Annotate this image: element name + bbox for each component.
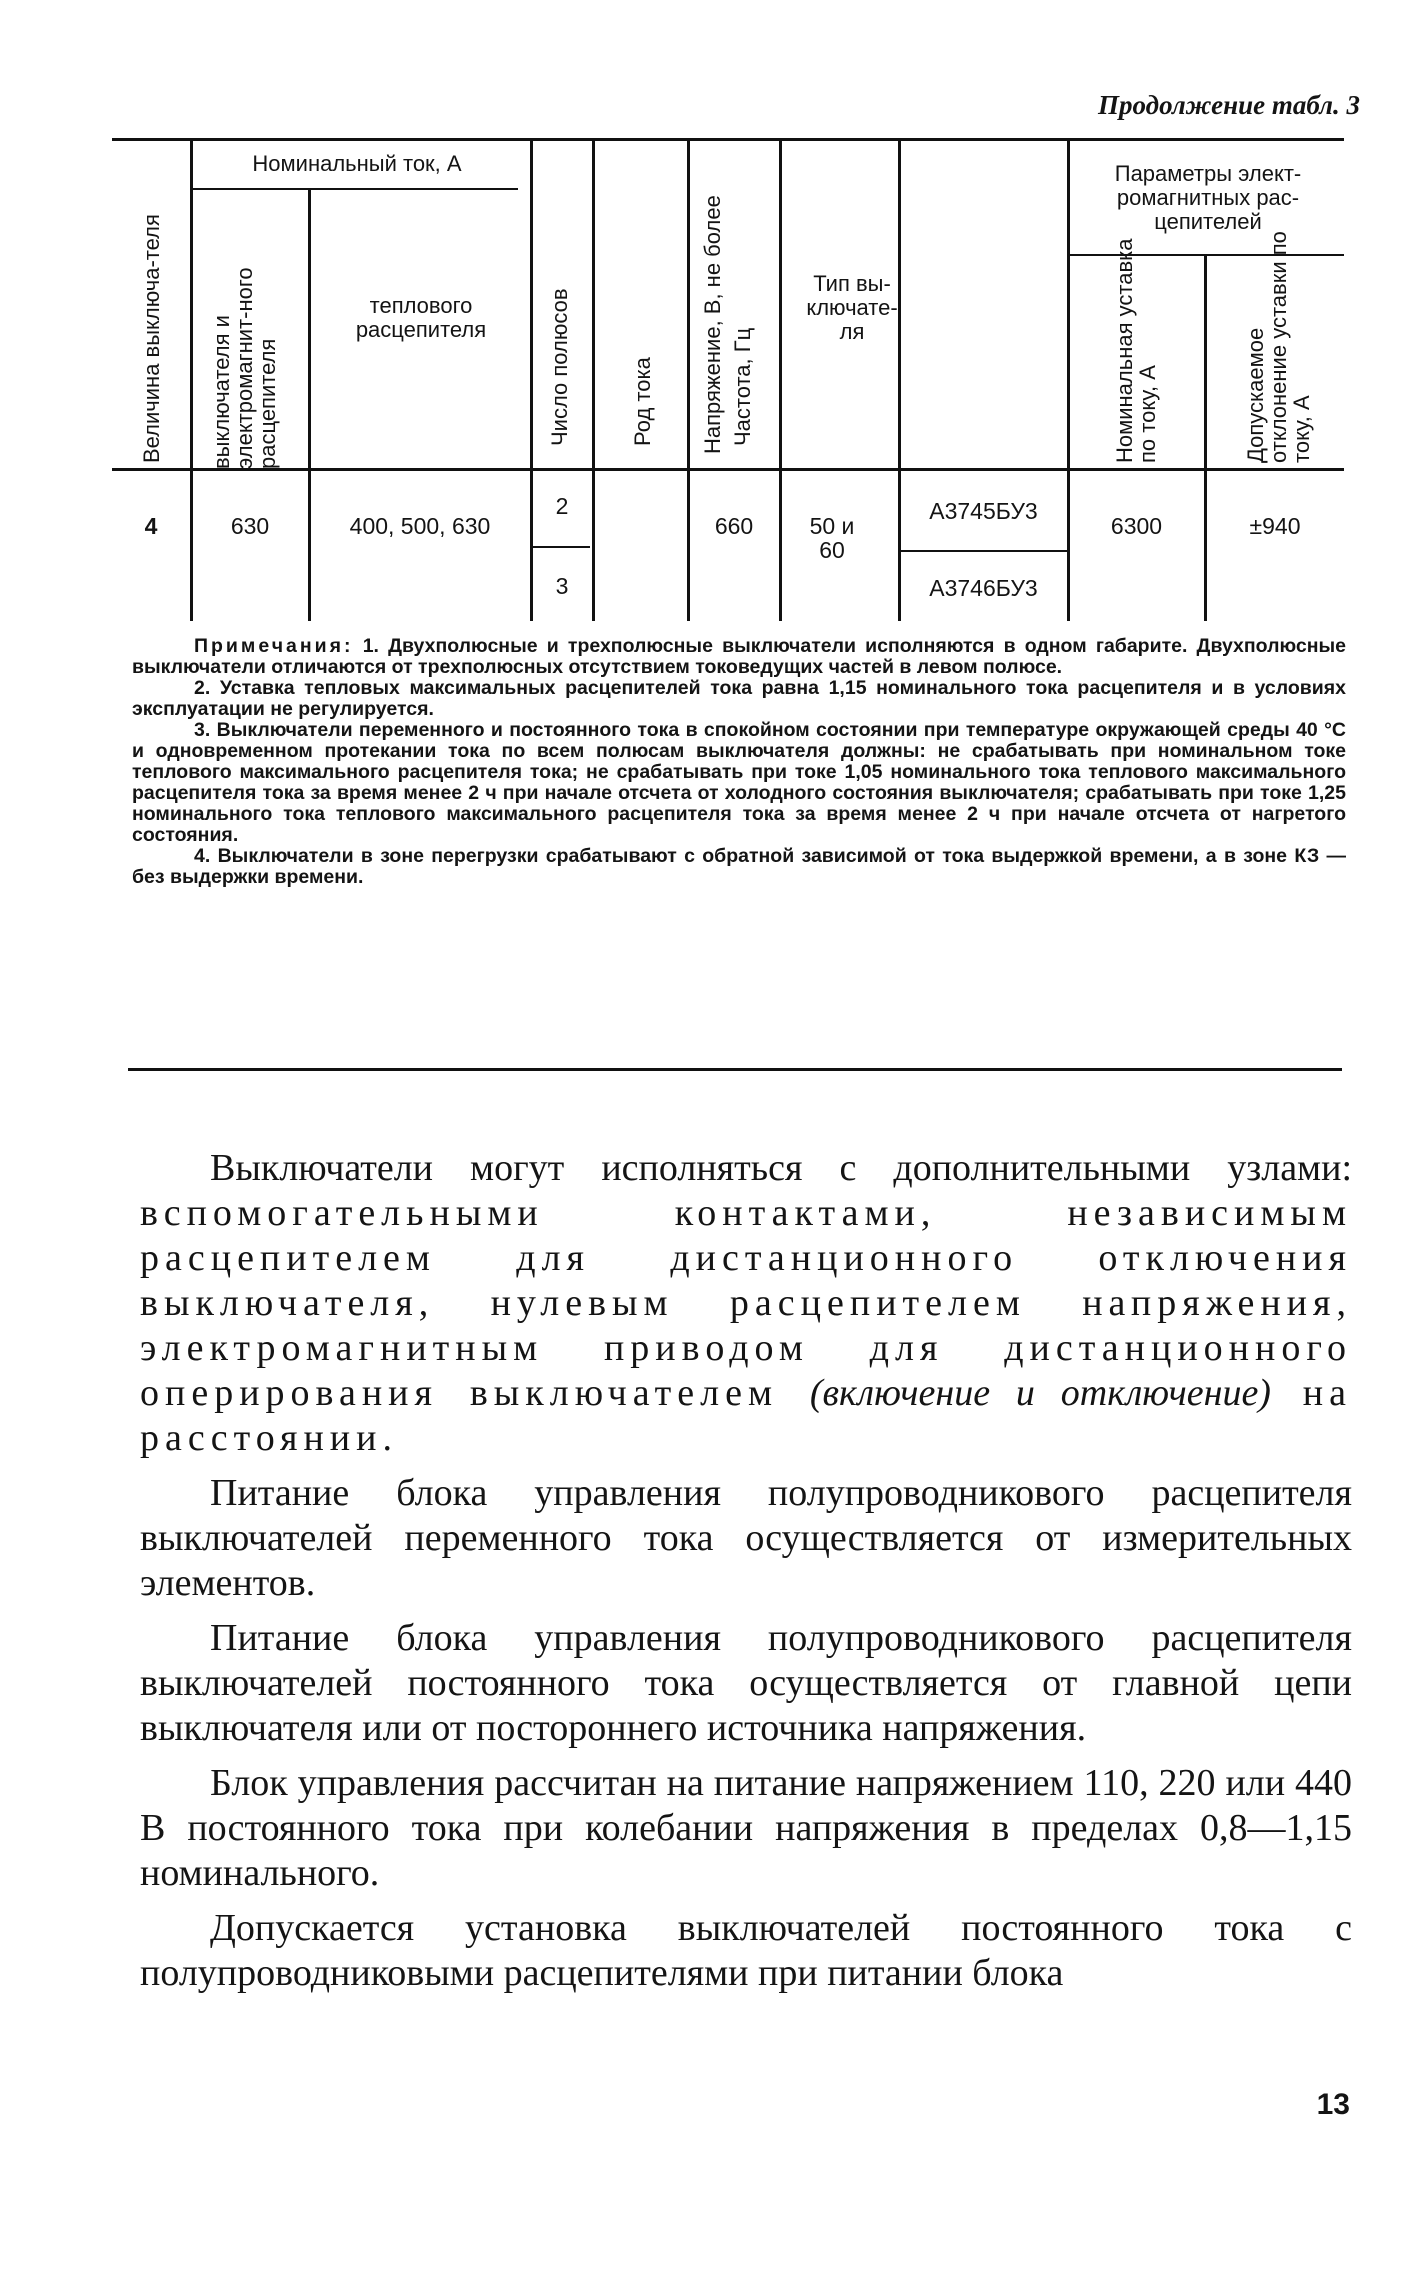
p1-italic: (включение и отключение) bbox=[809, 1372, 1271, 1414]
header-size: Величина выключа-теля bbox=[138, 214, 164, 463]
p1-spaced-1: вспомогательными контактами, независимым расцепителем для дистанционного отключения выключателя, нулевым расцепителем напряжения, электромагнитным приводом для дистанционного оперирования выключателем bbox=[140, 1192, 1352, 1414]
running-head: Продолжение табл. 3 bbox=[1098, 90, 1360, 120]
vline-9 bbox=[1204, 256, 1207, 621]
table-top-rule bbox=[112, 138, 1344, 141]
paragraph-2: Питание блока управления полупроводникового расцепителя выключателей переменного тока осуществляется от измерительных элементов. bbox=[140, 1472, 1352, 1604]
header-rated-current: Номинальный ток, А bbox=[252, 151, 462, 176]
note-1: 1. Двухполюсные и трехполюсные выключатели исполняются в одном габарите. Двухполюсные выключатели отличаются от трехполюсных отсутствием токоведущих частей в левом полюсе. bbox=[132, 635, 1346, 678]
paragraph-3: Питание блока управления полупроводникового расцепителя выключателей постоянного тока осуществляется от главной цепи выключателя или от постороннего источника напряжения. bbox=[140, 1617, 1352, 1749]
page-number: 13 bbox=[1316, 2088, 1350, 2121]
vline-1 bbox=[190, 141, 193, 621]
vline-7 bbox=[898, 141, 901, 621]
cell-current-kind bbox=[594, 508, 687, 544]
header-poles: Число полюсов bbox=[546, 288, 572, 446]
header-rated-current-breaker: выключателя и электромагнит-ного расцепителя bbox=[208, 267, 280, 469]
cell-poles-3: 3 bbox=[555, 572, 569, 599]
paragraph-4: Блок управления рассчитан на питание напряжением 110, 220 или 440 В постоянного тока при колебании напряжения в пределах 0,8—1,15 номинального. bbox=[140, 1762, 1352, 1894]
paragraph-1 bbox=[140, 1146, 1352, 1461]
header-current-setting: Номинальная уставка по току, А bbox=[1112, 238, 1160, 463]
separator-rule bbox=[128, 1068, 1342, 1071]
cell-frequency: 50 и 60 bbox=[809, 513, 855, 563]
vline-2 bbox=[308, 190, 311, 621]
p1-start: Выключатели могут исполняться с дополнительными узлами: bbox=[210, 1147, 1352, 1189]
type-divider bbox=[898, 550, 1068, 552]
notes-label: Примечания: bbox=[194, 635, 354, 657]
note-3: 3. Выключатели переменного и постоянного тока в спокойном состоянии при температуре окружающей среды 40 °С и одновременном протекании тока по всем полюсам выключателя должны: не срабатывать при номинальном токе теплового максимального расцепителя тока; не срабатывать при токе 1,05 номинального тока теплового максимального расцепителя тока за время менее 2 ч при начале отсчета от холодного состояния выключателя; срабатывать при токе 1,25 номинального тока теплового максимального расцепителя тока за время менее 2 ч при начале отсчета от нагретого состояния. bbox=[132, 719, 1346, 846]
vline-6 bbox=[779, 141, 782, 621]
note-2: 2. Уставка тепловых максимальных расцепителей тока равна 1,15 номинального тока расцепителя и в условиях эксплуатации не регулируется. bbox=[132, 677, 1346, 720]
header-voltage: Напряжение, В, не более bbox=[699, 195, 725, 454]
cell-rated-current-thermal: 400, 500, 630 bbox=[349, 512, 491, 539]
vline-3 bbox=[530, 141, 533, 621]
header-breaker-type: Тип вы-ключате-ля bbox=[806, 271, 898, 344]
paragraph-5: Допускается установка выключателей постоянного тока с полупроводниковыми расцепителями при питании блока bbox=[140, 1907, 1352, 1994]
cell-size: 4 bbox=[144, 512, 158, 539]
vline-4 bbox=[592, 141, 595, 621]
cell-type-a3746: А3746БУ3 bbox=[929, 574, 1038, 601]
cell-voltage: 660 bbox=[714, 512, 754, 539]
header-frequency: Частота, Гц bbox=[729, 327, 755, 446]
header-rated-current-thermal: теплового расцепителя bbox=[355, 293, 487, 342]
table-notes bbox=[132, 636, 1346, 888]
note-4: 4. Выключатели в зоне перегрузки срабатывают с обратной зависимой от тока выдержкой времени, а в зоне КЗ — без выдержки времени. bbox=[132, 845, 1346, 888]
cell-poles-2: 2 bbox=[555, 492, 569, 519]
cell-tolerance: ±940 bbox=[1249, 512, 1301, 539]
group-rule-current bbox=[190, 188, 518, 190]
cell-current-setting: 6300 bbox=[1110, 512, 1163, 539]
spec-table bbox=[112, 138, 1344, 626]
poles-divider bbox=[530, 546, 590, 548]
cell-type-a3745: А3745БУ3 bbox=[929, 497, 1038, 524]
body-text bbox=[140, 1146, 1352, 2006]
header-current-kind: Род тока bbox=[629, 357, 655, 446]
header-release-params: Параметры элект-ромагнитных рас-цепителей bbox=[1114, 161, 1302, 234]
p1-spaced-2: на расстоянии. bbox=[140, 1372, 1352, 1459]
vline-8 bbox=[1067, 141, 1070, 621]
table-header-rule bbox=[112, 468, 1344, 471]
cell-rated-current-breaker: 630 bbox=[230, 512, 270, 539]
header-tolerance: Допускаемое отклонение уставки по току, А bbox=[1242, 231, 1314, 463]
